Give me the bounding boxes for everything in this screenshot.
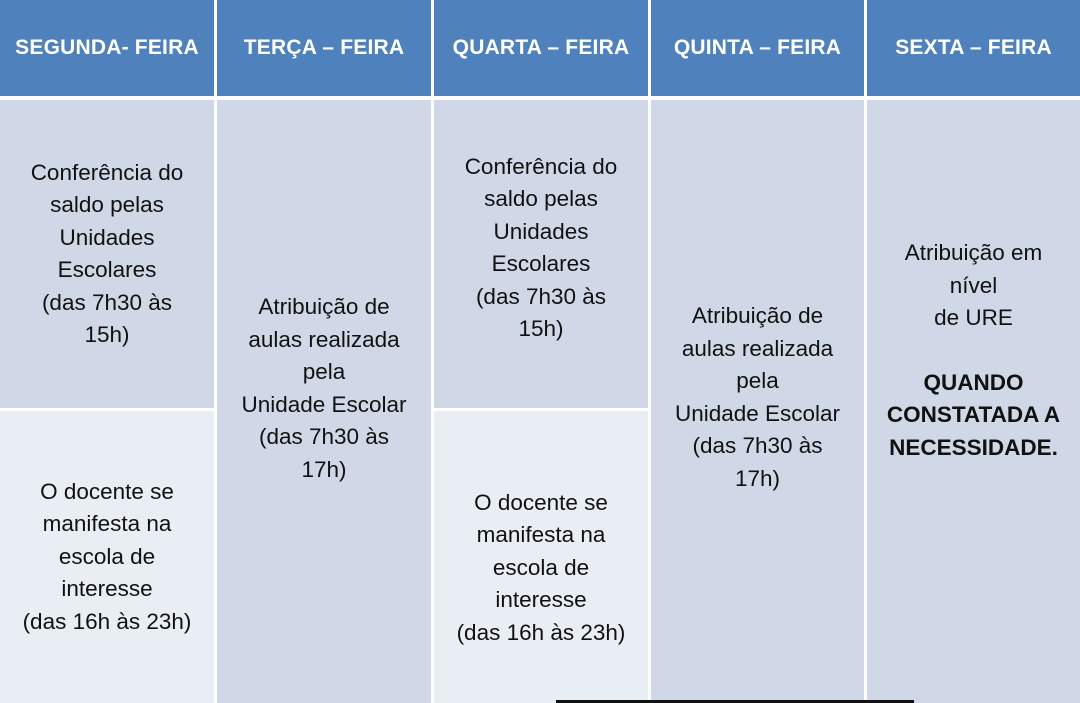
text-line: Unidade Escolar: [241, 391, 407, 417]
text-line: Unidade Escolar: [674, 400, 841, 426]
text-line: aulas realizada: [681, 335, 834, 361]
text-line: manifesta na: [476, 522, 606, 548]
text-line: interesse: [61, 576, 153, 602]
text-line: Conferência do: [464, 153, 618, 179]
text-line: de URE: [934, 305, 1013, 330]
monday-bottom-cell: [0, 411, 214, 703]
text-line: O docente se: [40, 478, 174, 504]
text-line: Escolares: [57, 257, 157, 282]
monday-top-cell: [0, 100, 214, 408]
emphasis-line: NECESSIDADE.: [889, 434, 1058, 460]
wednesday-top-cell: [434, 100, 648, 408]
text-line: aulas realizada: [248, 326, 400, 352]
text-line: 15h): [518, 316, 564, 341]
text-line: (das 7h30 às: [692, 433, 823, 458]
text-line: Atribuição em: [904, 240, 1043, 265]
tuesday-cell: [217, 100, 431, 703]
text-line: saldo pelas: [484, 186, 598, 211]
text-line: O docente se: [474, 489, 608, 515]
emphasis-line: CONSTATADA A: [886, 402, 1061, 427]
text-line: interesse: [495, 587, 587, 613]
text-line: pela: [736, 368, 779, 393]
text-line: manifesta na: [42, 511, 172, 537]
column-friday: [867, 0, 1080, 703]
header-monday: SEGUNDA- FEIRA: [0, 0, 214, 96]
spacer: [887, 335, 1060, 367]
emphasis-line: QUANDO: [923, 369, 1024, 395]
friday-cell: [867, 100, 1080, 703]
text-line: (das 7h30 às: [258, 424, 390, 449]
text-line: Atribuição de: [691, 303, 824, 328]
column-tuesday: [217, 0, 431, 703]
header-friday: SEXTA – FEIRA: [867, 0, 1080, 96]
text-line: (das 16h às 23h): [22, 608, 192, 634]
text-line: (das 16h às 23h): [456, 619, 626, 645]
text-line: pela: [302, 359, 346, 384]
text-line: Unidades: [59, 224, 155, 250]
text-line: nível: [949, 272, 998, 298]
header-thursday: QUINTA – FEIRA: [651, 0, 864, 96]
text-line: (das 7h30 às: [475, 283, 607, 309]
text-line: escola de: [58, 543, 156, 569]
text-line: saldo pelas: [50, 192, 164, 217]
wednesday-bottom-cell: [434, 411, 648, 703]
header-tuesday: TERÇA – FEIRA: [217, 0, 431, 96]
text-line: 17h): [734, 465, 781, 491]
text-line: 17h): [301, 456, 347, 482]
column-wednesday: [434, 0, 648, 703]
thursday-cell: [651, 100, 864, 703]
text-line: Atribuição de: [258, 294, 390, 319]
text-line: Unidades: [493, 218, 589, 244]
text-line: Escolares: [491, 251, 591, 276]
text-line: (das 7h30 às: [41, 289, 173, 315]
text-line: escola de: [492, 554, 590, 580]
column-thursday: [651, 0, 864, 703]
column-monday: [0, 0, 214, 703]
header-wednesday: QUARTA – FEIRA: [434, 0, 648, 96]
text-line: Conferência do: [30, 159, 184, 185]
text-line: 15h): [84, 322, 130, 347]
